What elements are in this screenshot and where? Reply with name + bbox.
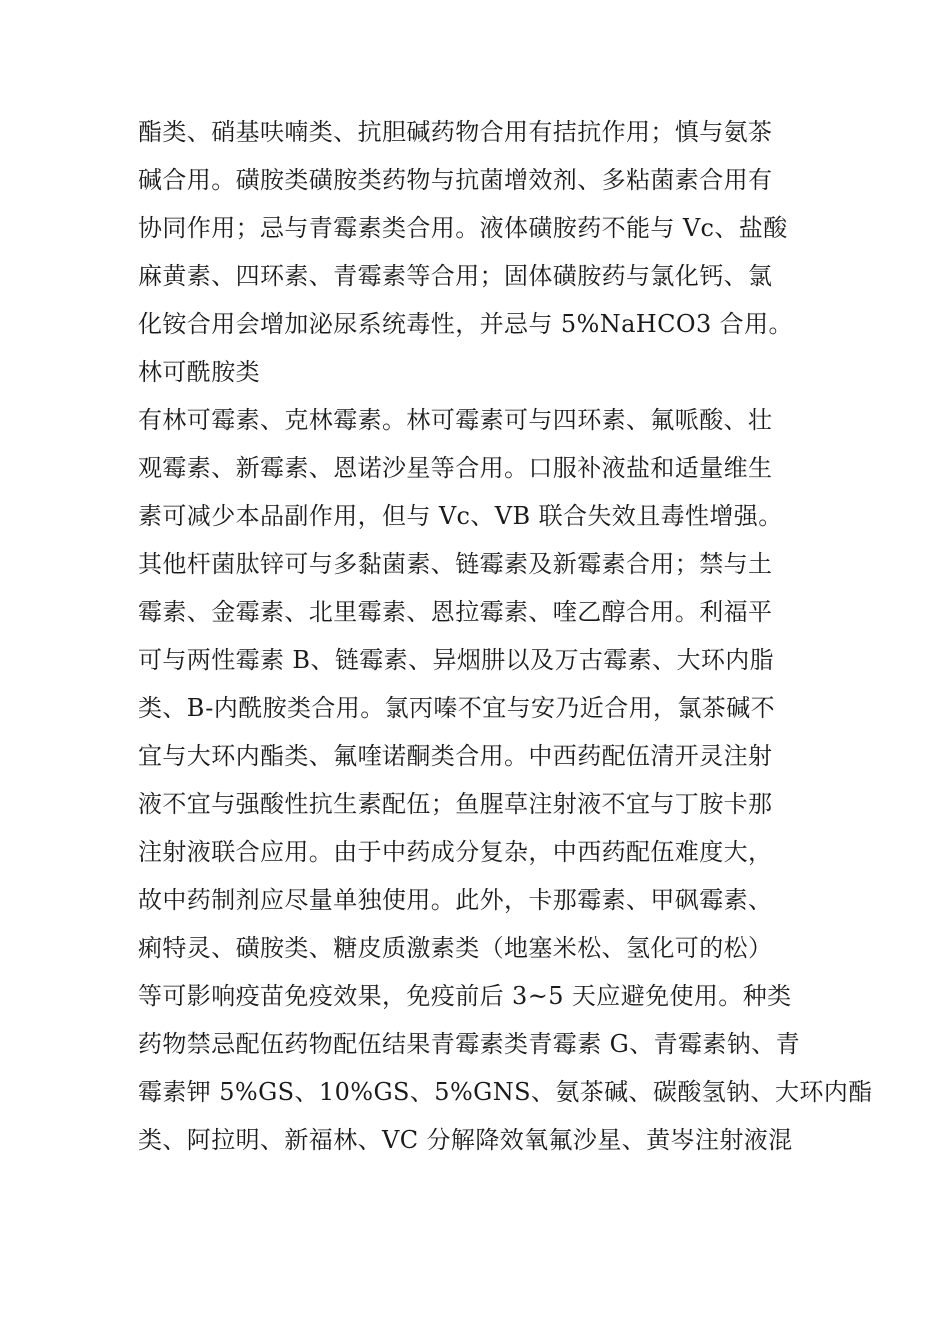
text-line: 等可影响疫苗免疫效果，免疫前后 3~5 天应避免使用。种类 xyxy=(138,982,792,1010)
text-line: 宜与大环内酯类、氟喹诺酮类合用。中西药配伍清开灵注射 xyxy=(138,742,773,770)
text-line: 注射液联合应用。由于中药成分复杂，中西药配伍难度大， xyxy=(138,838,773,866)
text-line: 酯类、硝基呋喃类、抗胆碱药物合用有拮抗作用；慎与氨茶 xyxy=(138,118,773,146)
text-line: 有林可霉素、克林霉素。林可霉素可与四环素、氟哌酸、壮 xyxy=(138,406,773,434)
section-heading: 林可酰胺类 xyxy=(138,358,260,386)
text-line: 痢特灵、磺胺类、糖皮质激素类（地塞米松、氢化可的松） xyxy=(138,934,773,962)
text-line: 液不宜与强酸性抗生素配伍；鱼腥草注射液不宜与丁胺卡那 xyxy=(138,790,773,818)
text-line: 类、阿拉明、新福林、VC 分解降效氧氟沙星、黄岑注射液混 xyxy=(138,1126,793,1154)
text-line: 其他杆菌肽锌可与多黏菌素、链霉素及新霉素合用；禁与土 xyxy=(138,550,773,578)
text-line: 霉素钾 5%GS、10%GS、5%GNS、氨茶碱、碳酸氢钠、大环内酯 xyxy=(138,1078,873,1106)
text-line: 协同作用；忌与青霉素类合用。液体磺胺药不能与 Vc、盐酸 xyxy=(138,214,788,242)
text-line: 麻黄素、四环素、青霉素等合用；固体磺胺药与氯化钙、氯 xyxy=(138,262,773,290)
text-line: 故中药制剂应尽量单独使用。此外，卡那霉素、甲砜霉素、 xyxy=(138,886,773,914)
text-line: 碱合用。磺胺类磺胺类药物与抗菌增效剂、多粘菌素合用有 xyxy=(138,166,773,194)
text-line: 化铵合用会增加泌尿系统毒性，并忌与 5%NaHCO3 合用。 xyxy=(138,310,793,338)
text-line: 药物禁忌配伍药物配伍结果青霉素类青霉素 G、青霉素钠、青 xyxy=(138,1030,800,1058)
text-line: 可与两性霉素 B、链霉素、异烟肼以及万古霉素、大环内脂 xyxy=(138,646,775,674)
text-line: 霉素、金霉素、北里霉素、恩拉霉素、喹乙醇合用。利福平 xyxy=(138,598,773,626)
text-line: 素可减少本品副作用，但与 Vc、VB 联合失效且毒性增强。 xyxy=(138,502,783,530)
text-line: 类、B-内酰胺类合用。氯丙嗪不宜与安乃近合用，氯茶碱不 xyxy=(138,694,775,722)
text-line: 观霉素、新霉素、恩诺沙星等合用。口服补液盐和适量维生 xyxy=(138,454,773,482)
